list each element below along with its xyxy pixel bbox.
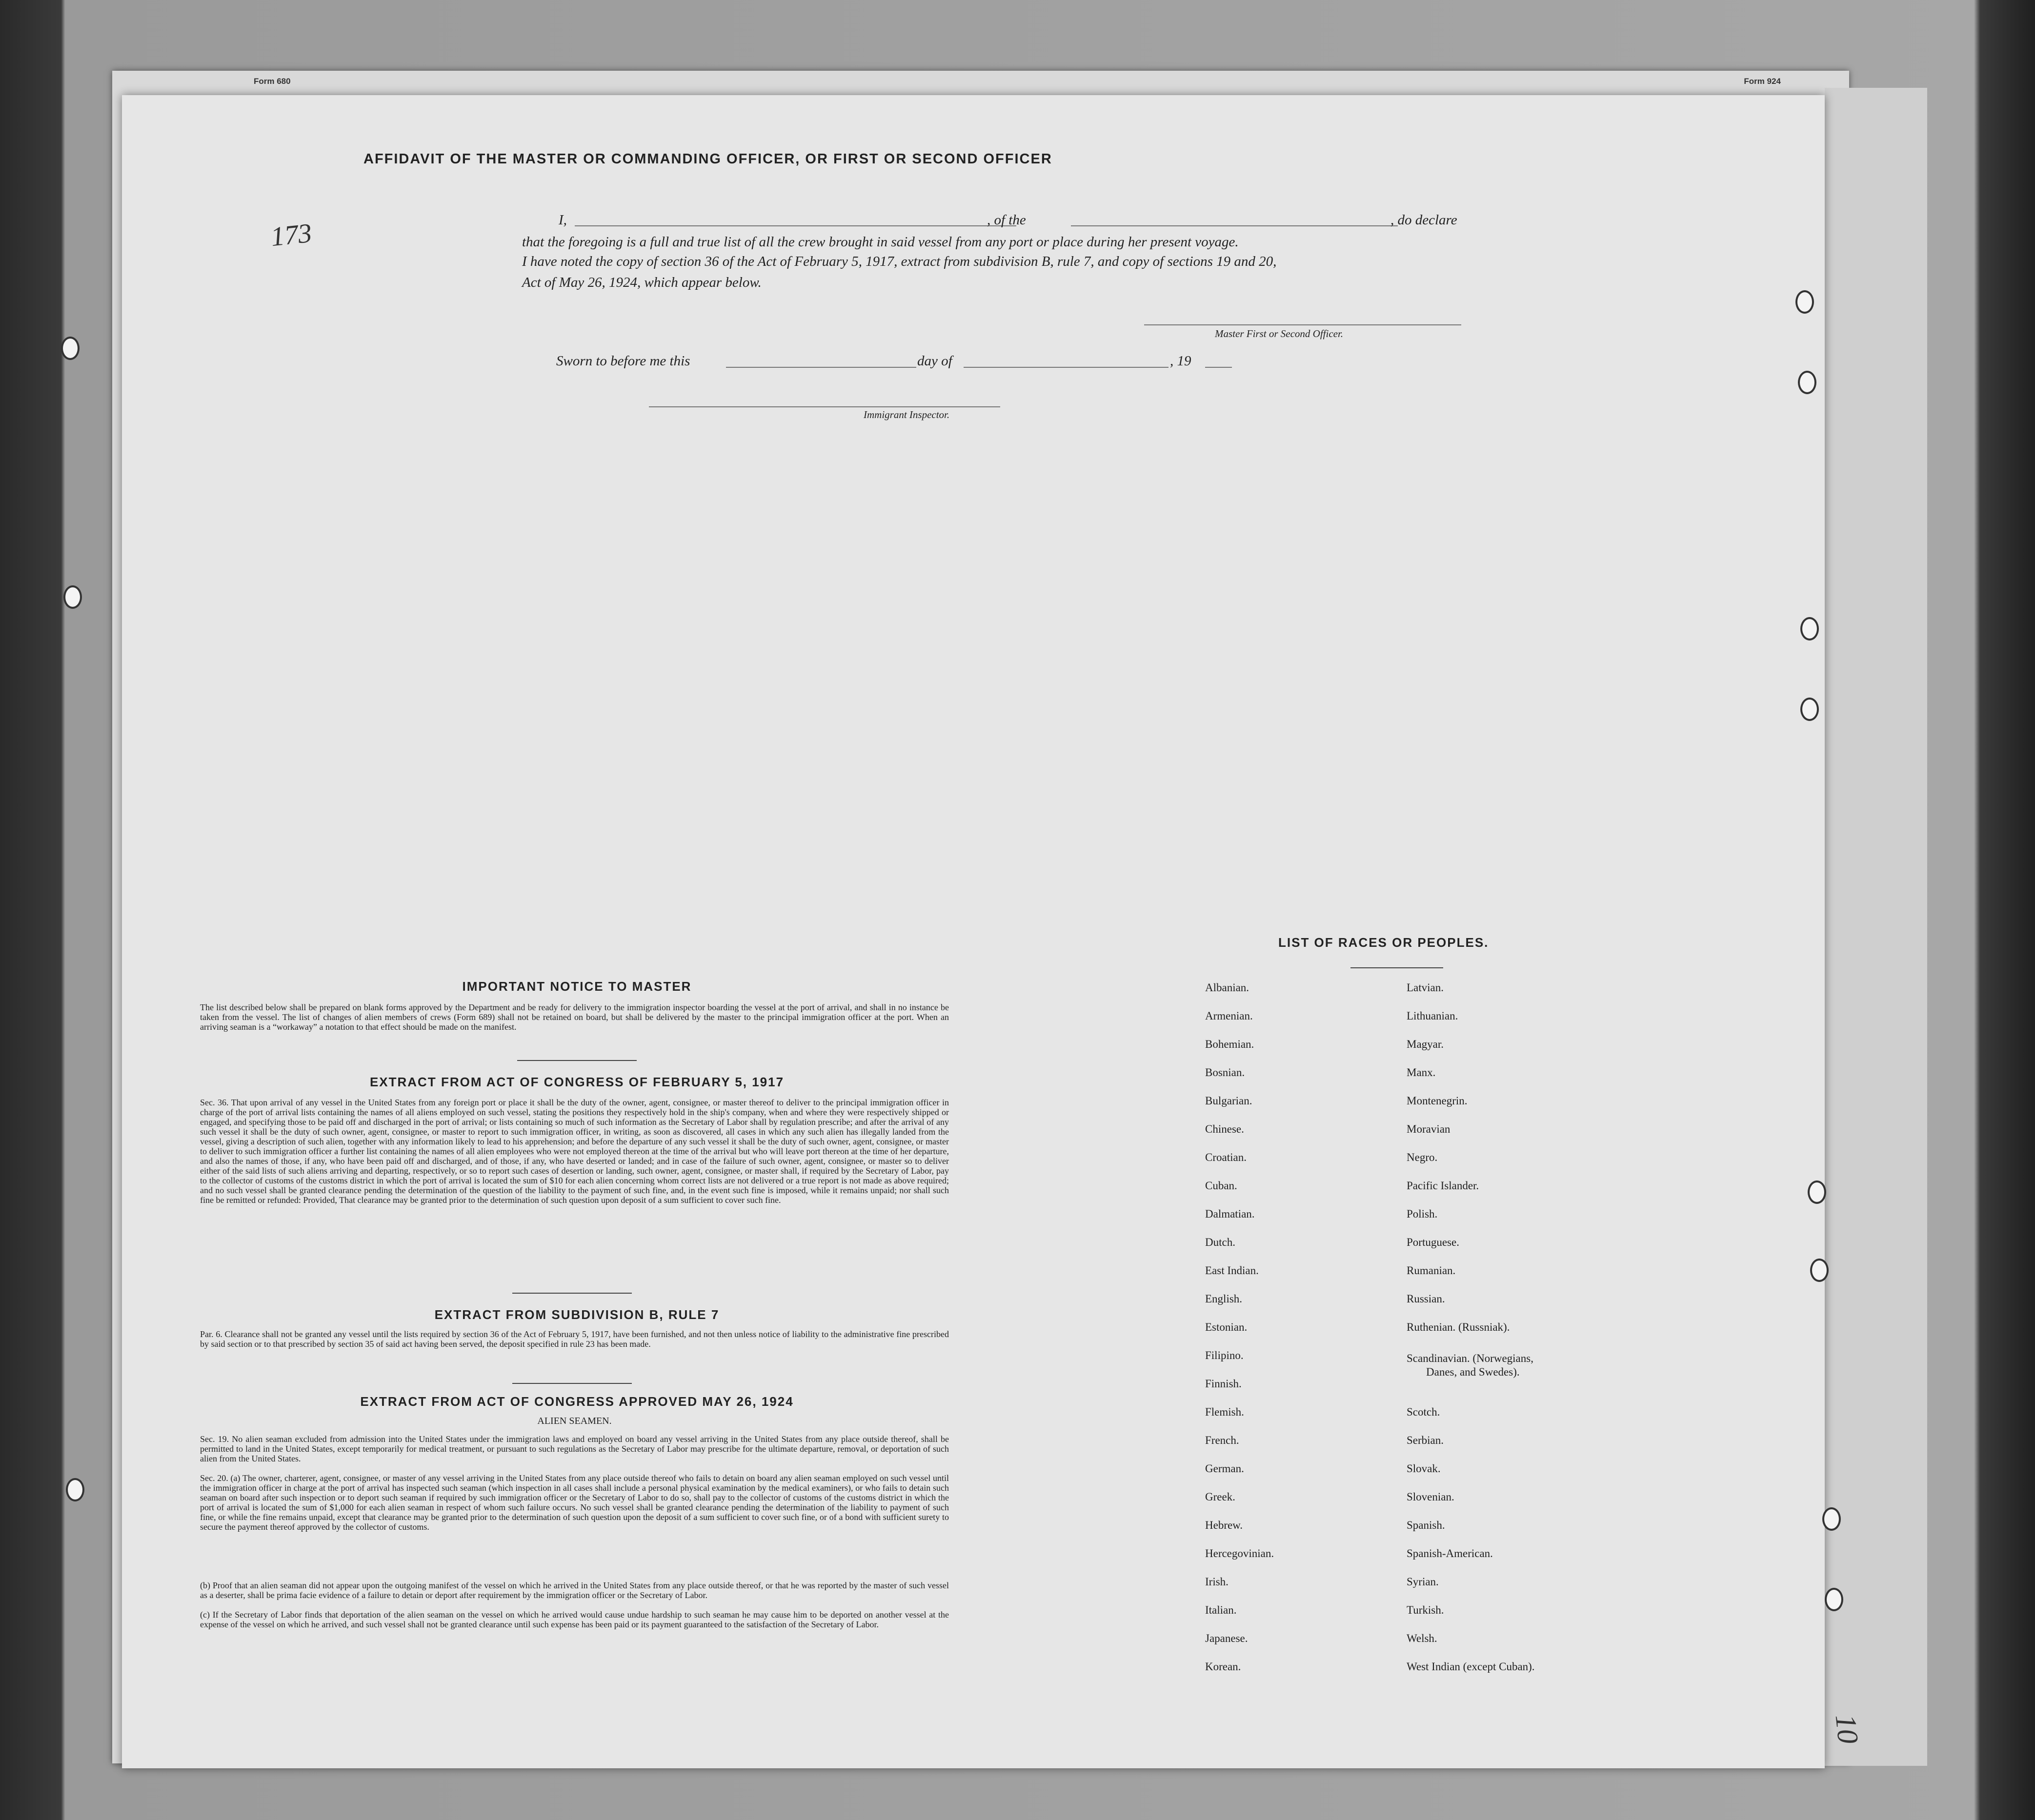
divider <box>512 1383 632 1384</box>
race-entry: Slovenian. <box>1407 1491 1454 1503</box>
affidavit-line1-start: I, <box>559 212 567 228</box>
race-entry: Hebrew. <box>1205 1519 1243 1531</box>
race-entry: Syrian. <box>1407 1576 1439 1588</box>
race-entry: Magyar. <box>1407 1038 1444 1050</box>
race-entry: Filipino. <box>1205 1349 1244 1361</box>
race-entry: Scandinavian. (Norwegians, <box>1407 1352 1533 1364</box>
sworn-year-blank <box>1205 367 1232 368</box>
race-entry: Estonian. <box>1205 1321 1248 1333</box>
race-entry: Greek. <box>1205 1491 1235 1503</box>
race-entry: Montenegrin. <box>1407 1095 1468 1107</box>
race-entry: Polish. <box>1407 1208 1438 1220</box>
sworn-text: Sworn to before me this <box>556 353 690 369</box>
race-entry: Cuban. <box>1205 1180 1237 1192</box>
extract-1917-body: Sec. 36. That upon arrival of any vessel in the United States from any foreign port or place it shall be the duty of the owner, agent, consignee, or master thereof to deliver to the principal immigration officer in charge of the port of arrival lists containing the names of all aliens employed on such vessel, stating the positions they respectively hold in the ship's company, when and where they were respectively shipped or engaged, and specifying those to be paid off and discharged in the port of arrival; or lists containing so much of such information as the Secretary of Labor shall by regulation prescribe; and after the arrival of any such vessel it shall be the duty of such owner, agent, consignee, or master to report to such immigration officer, in writing, as soon as discovered, all cases in which any such alien has illegally landed from the vessel, giving a description of such alien, together with any information likely to lead to his apprehension; and before the departure of any such vessel it shall be the duty of such owner, agent, consignee, or master to deliver to such immigration officer a further list containing the names of all alien employees who were not employed thereon at the time of the arrival but who will leave port thereon at the time of her departure, and also the names of those, if any, who have been paid off and discharged, and of those, if any, who have deserted or landed; and in case of the failure of such owner, agent, consignee, or master so to deliver either of the said lists of such aliens arriving and departing, respectively, or so to report such cases of desertion or landing, such owner, agent, consignee, or master shall, if required by the Secretary of Labor, pay to the collector of customs of the customs district in which the port of arrival is located the sum of $10 for each alien concerning whom correct lists are not delivered or a true report is not made as above required; and no such vessel shall be granted clearance pending the determination of the question of the liability to the payment of such fine, and, in the event such fine is imposed, while it remains unpaid; nor shall such fine be remitted or refunded: Provided, That clearance may be granted prior to the determination of such question upon deposit of a sum sufficient to cover such fine. <box>200 1098 949 1205</box>
punch-hole-icon <box>66 1478 84 1501</box>
affidavit-line4: Act of May 26, 1924, which appear below. <box>522 275 762 290</box>
punch-hole-icon <box>1800 698 1819 721</box>
affidavit-line3: I have noted the copy of section 36 of the Act of February 5, 1917, extract from subdivision B, rule 7, and copy of sections 19 and 20, <box>522 254 1277 269</box>
race-entry: Albanian. <box>1205 981 1249 994</box>
punch-hole-icon <box>1822 1507 1841 1531</box>
race-entry: Bulgarian. <box>1205 1095 1252 1107</box>
race-entry: Manx. <box>1407 1066 1436 1079</box>
punch-hole-icon <box>63 585 82 609</box>
affidavit-line2: that the foregoing is a full and true list of all the crew brought in said vessel from any port or place during her present voyage. <box>522 234 1239 250</box>
punch-hole-icon <box>1800 617 1819 640</box>
race-entry: Portuguese. <box>1407 1236 1459 1248</box>
handwritten-corner-number: 10 <box>1829 1713 1865 1745</box>
sworn-month-blank <box>964 367 1169 368</box>
race-entry: Moravian <box>1407 1123 1451 1135</box>
races-title: LIST OF RACES OR PEOPLES. <box>1278 935 1489 950</box>
alien-seamen-subtitle: ALIEN SEAMEN. <box>537 1416 612 1426</box>
sworn-day-blank <box>726 367 916 368</box>
race-entry: Korean. <box>1205 1660 1241 1673</box>
race-entry: West Indian (except Cuban). <box>1407 1660 1535 1673</box>
handwritten-page-number: 173 <box>269 218 314 253</box>
extract-1924-sec20a: Sec. 20. (a) The owner, charterer, agent, consignee, or master of any vessel arriving in the United States from any place outside thereof who fails to detain on board any alien seaman employed on such vessel until the immigration officer in charge at the port of arrival has inspected such seaman (which inspection in all cases shall include a personal physical examination by the medical examiners), or who fails to detain such seaman on board after such inspection or to deport such seaman if required by such immigration officer or the Secretary of Labor to do so, shall pay to the collector of customs of the customs district in which the port of arrival is located the sum of $1,000 for each alien seaman in respect of whom such failure occurs. No such vessel shall be granted clearance pending the determination of the liability to payment of such fine, or while the fine remains unpaid, except that clearance may be granted prior to the determination of such question upon the deposit of a sum sufficient to cover such fine, or of a bond with sufficient surety to secure the payment thereof approved by the collector of customs. <box>200 1473 949 1532</box>
punch-hole-icon <box>1808 1180 1826 1204</box>
divider <box>517 1060 637 1061</box>
master-signature-blank <box>1144 324 1461 325</box>
extract-1924-sec20c: (c) If the Secretary of Labor finds that deportation of the alien seaman on the vessel on which he arrived would cause undue hardship to such seaman he may cause him to be deported on another vessel at the expense of the vessel on which he arrived, and such vessel shall not be granted clearance until such expense has been paid or its payment guaranteed to the satisfaction of the Secretary of Labor. <box>200 1610 949 1629</box>
race-entry: English. <box>1205 1293 1243 1305</box>
sworn-day-of: day of <box>917 353 952 369</box>
punch-hole-icon <box>61 337 80 360</box>
race-entry: Flemish. <box>1205 1406 1244 1418</box>
race-entry: Serbian. <box>1407 1434 1444 1446</box>
divider <box>1350 967 1443 968</box>
extract-rule7-body: Par. 6. Clearance shall not be granted any vessel until the lists required by section 36 of the Act of February 5, 1917, have been furnished, and not then unless notice of liability to the administrative fine prescribed by said section or to that prescribed by section 35 of said act having been served, the deposit specified in rule 23 has been made. <box>200 1329 949 1349</box>
race-entry: Russian. <box>1407 1293 1445 1305</box>
race-entry: Bohemian. <box>1205 1038 1254 1050</box>
race-entry: Spanish. <box>1407 1519 1445 1531</box>
race-entry: Hercegovinian. <box>1205 1547 1274 1560</box>
punch-hole-icon <box>1825 1588 1843 1611</box>
race-entry: Welsh. <box>1407 1632 1437 1644</box>
race-entry: German. <box>1205 1462 1244 1475</box>
race-entry: Dalmatian. <box>1205 1208 1255 1220</box>
race-entry: French. <box>1205 1434 1239 1446</box>
vessel-name-blank <box>1071 225 1398 226</box>
race-entry: Bosnian. <box>1205 1066 1245 1079</box>
extract-1924-sec19: Sec. 19. No alien seaman excluded from admission into the United States under the immigration laws and employed on board any vessel arriving in the United States from any place outside thereof, shall be permitted to land in the United States, except temporarily for medical treatment, or pursuant to such regulations as the Secretary of Labor may prescribe for the ultimate departure, removal, or deportation of such alien from the United States. <box>200 1434 949 1463</box>
race-entry: Ruthenian. (Russniak). <box>1407 1321 1510 1333</box>
race-entry: Latvian. <box>1407 981 1444 994</box>
race-entry: Rumanian. <box>1407 1264 1456 1277</box>
race-entry: Turkish. <box>1407 1604 1444 1616</box>
punch-hole-icon <box>1810 1259 1829 1282</box>
race-entry: Dutch. <box>1205 1236 1235 1248</box>
race-entry: Pacific Islander. <box>1407 1180 1479 1192</box>
race-entry: Danes, and Swedes). <box>1426 1366 1520 1378</box>
race-entry: Japanese. <box>1205 1632 1248 1644</box>
important-notice-title: IMPORTANT NOTICE TO MASTER <box>462 979 692 994</box>
master-caption: Master First or Second Officer. <box>1215 328 1344 340</box>
affidavit-line1-end: , do declare <box>1390 212 1457 228</box>
race-entry: Spanish-American. <box>1407 1547 1493 1560</box>
race-entry: Italian. <box>1205 1604 1237 1616</box>
divider <box>512 1293 632 1294</box>
extract-rule7-title: EXTRACT FROM SUBDIVISION B, RULE 7 <box>434 1307 720 1322</box>
punch-hole-icon <box>1795 290 1814 314</box>
extract-1924-sec20b: (b) Proof that an alien seaman did not appear upon the outgoing manifest of the vessel on which he arrived in the United States from any place outside thereof, or that he was reported by the master of such vessel as a deserter, shall be prima facie evidence of a failure to detain or deport after requirement by the immigration officer or the Secretary of Labor. <box>200 1580 949 1600</box>
sworn-year: , 19 <box>1170 353 1191 369</box>
race-entry: Slovak. <box>1407 1462 1441 1475</box>
race-entry: East Indian. <box>1205 1264 1259 1277</box>
important-notice-body: The list described below shall be prepared on blank forms approved by the Department and be ready for delivery to the immigration inspector boarding the vessel at the port of arrival, and shall in no instance be taken from the vessel. The list of changes of alien members of crews (Form 689) shall not be retained on board, but shall be delivered by the master to the principal immigration officer at the port. When an arriving seaman is a “workaway” a notation to that effect should be made on the manifest. <box>200 1002 949 1032</box>
race-entry: Chinese. <box>1205 1123 1244 1135</box>
punch-hole-icon <box>1798 371 1816 394</box>
race-entry: Lithuanian. <box>1407 1010 1458 1022</box>
race-entry: Irish. <box>1205 1576 1229 1588</box>
form-number-right: Form 924 <box>1744 77 1781 86</box>
inspector-signature-blank <box>649 406 1000 407</box>
declarant-name-blank <box>575 225 1016 226</box>
race-entry: Armenian. <box>1205 1010 1253 1022</box>
affidavit-line1-mid: , of the <box>987 212 1026 228</box>
inspector-caption: Immigrant Inspector. <box>864 409 950 420</box>
race-entry: Croatian. <box>1205 1151 1247 1163</box>
race-entry: Negro. <box>1407 1151 1438 1163</box>
race-entry: Finnish. <box>1205 1378 1242 1390</box>
race-entry: Scotch. <box>1407 1406 1440 1418</box>
extract-1917-title: EXTRACT FROM ACT OF CONGRESS OF FEBRUARY 5, 1917 <box>369 1075 785 1089</box>
extract-1924-title: EXTRACT FROM ACT OF CONGRESS APPROVED MAY 26, 1924 <box>360 1394 794 1409</box>
affidavit-title: AFFIDAVIT OF THE MASTER OR COMMANDING OFFICER, OR FIRST OR SECOND OFFICER <box>363 151 1052 167</box>
form-number-left: Form 680 <box>254 77 291 86</box>
